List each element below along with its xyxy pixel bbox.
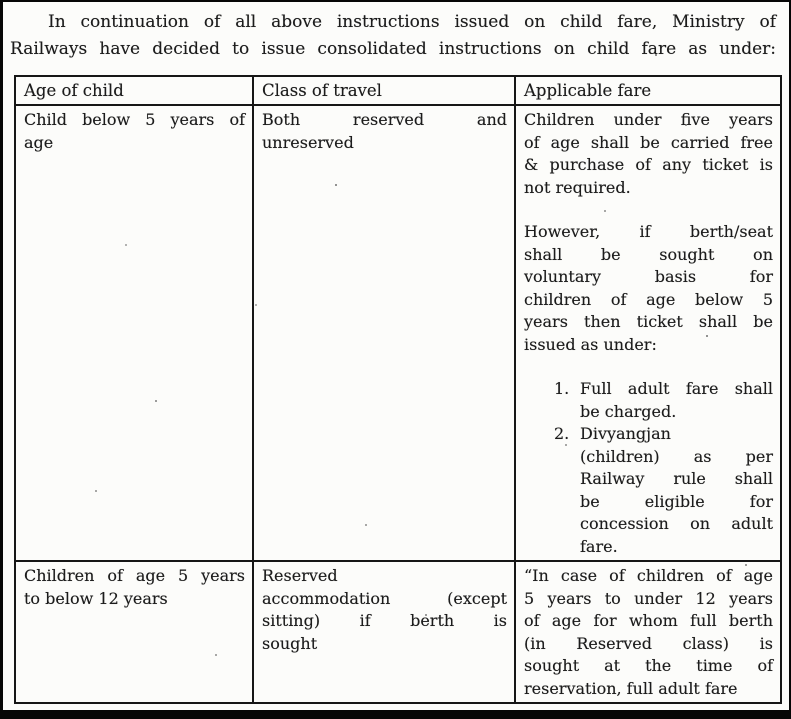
intro-paragraph: In continuation of all above instructions issued on child fare, Ministry of Railways have decided to issue consolidated instructions on child fare as under: bbox=[10, 12, 776, 59]
fare-conditions-list bbox=[554, 378, 773, 558]
table-header-row bbox=[15, 76, 781, 105]
header-class-of-travel: Class of travel bbox=[253, 76, 515, 105]
list-item-divyangjan-concession bbox=[554, 423, 773, 558]
scan-noise bbox=[3, 2, 5, 4]
cell-fare-child-below-5 bbox=[515, 105, 781, 561]
header-applicable-fare: Applicable fare bbox=[515, 76, 781, 105]
cell-fare-5-to-12 bbox=[515, 561, 781, 703]
table-row-child-5-to-12 bbox=[15, 561, 781, 703]
list-item-text: Full adult fare shall be charged. bbox=[580, 379, 773, 421]
list-item-full-adult-fare bbox=[554, 378, 773, 423]
cell-class-both-reserved-unreserved: Both reserved and unreserved bbox=[253, 105, 515, 561]
fare-paragraph-full-berth-reservation: “In case of children of age 5 years to under 12 years of age for whom full berth (in Reserved class) is sought at the time of reservation, full adult fare bbox=[524, 566, 773, 698]
fare-paragraph-voluntary-berth: However, if berth/seat shall be sought on voluntary basis for children of age below 5 years then ticket shall be issued as under: bbox=[524, 222, 773, 354]
child-fare-table bbox=[14, 75, 782, 704]
header-age-of-child: Age of child bbox=[15, 76, 253, 105]
table-row-child-below-5 bbox=[15, 105, 781, 561]
cell-age-5-to-below-12: Children of age 5 years to below 12 years bbox=[15, 561, 253, 703]
list-item-text: Divyangjan (children) as per Railway rule shall be eligible for concession on adult fare. bbox=[580, 424, 773, 556]
cell-class-reserved-accommodation: Reserved accommodation (except sitting) if berth is sought bbox=[253, 561, 515, 703]
fare-paragraph-free-carriage: Children under five years of age shall be carried free & purchase of any ticket is not required. bbox=[524, 110, 773, 197]
list-item-number: 1. bbox=[554, 379, 570, 398]
list-item-number: 2. bbox=[554, 424, 570, 443]
cell-age-child-below-5: Child below 5 years of age bbox=[15, 105, 253, 561]
